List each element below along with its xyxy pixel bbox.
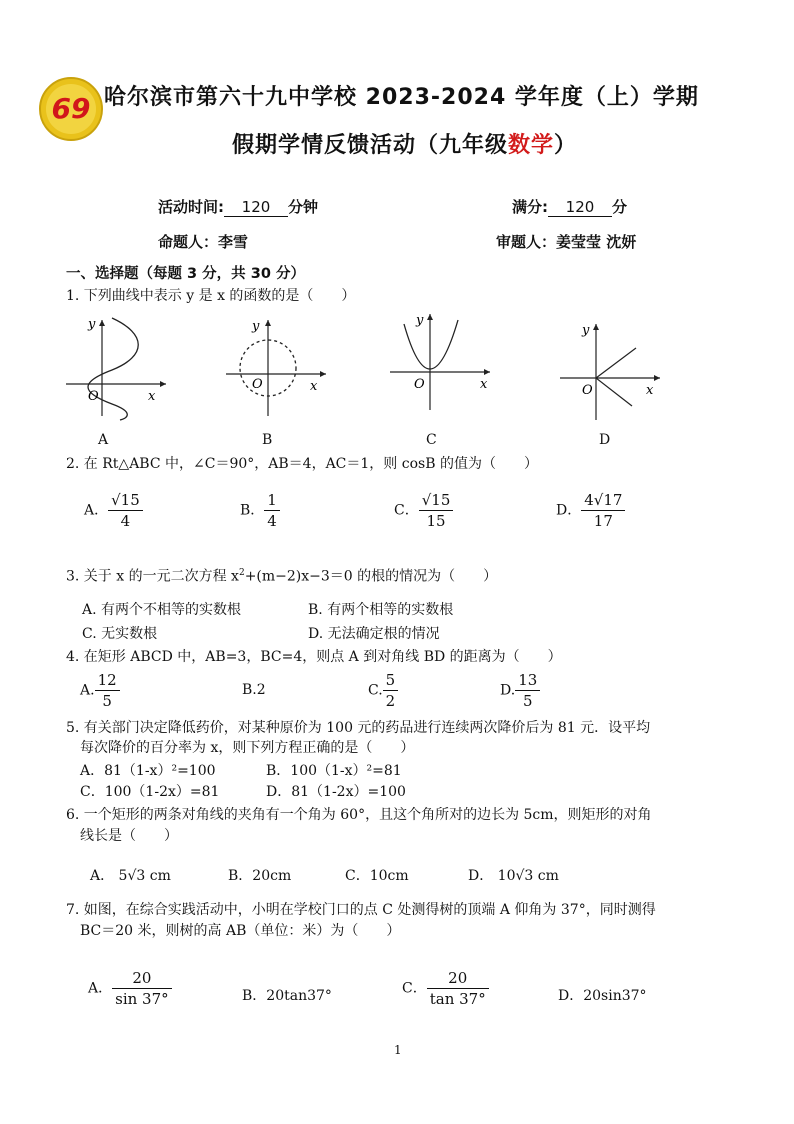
svg-text:O: O <box>88 389 99 404</box>
q7-option-a: A． $\frac{20}{\sin 37^\circ}$ <box>88 968 172 1009</box>
question-2-stem: 2. 在 Rt△ABC 中，∠C＝90°，AB＝4，AC＝1，则 cosB 的值为（ ） <box>66 456 538 472</box>
full-score: 满分: 120 分 <box>512 198 628 216</box>
question-author: 命题人：李雪 <box>158 233 249 251</box>
q2-option-a: A． $\frac{√15}{4}$ <box>84 490 143 531</box>
graph-d <box>556 318 666 428</box>
q6-option-a: A． 5√3 cm <box>90 868 171 884</box>
graph-label-a: A <box>98 432 109 448</box>
question-1-stem: 1. 下列曲线中表示 y 是 x 的函数的是（ ） <box>66 288 356 304</box>
q5-option-b: B．100（1-x）²=81 <box>266 763 402 779</box>
q4-option-c: C. $\frac{5}{2}$ <box>368 670 398 711</box>
q7-option-c: C． $\frac{20}{\tan 37^\circ}$ <box>402 968 489 1009</box>
svg-text:x: x <box>480 377 488 392</box>
q5-option-a: A．81（1-x）²=100 <box>80 763 216 779</box>
graph-a <box>62 312 172 422</box>
exam-title-line1: 哈尔滨市第六十九中学校 2023-2024 学年度（上）学期 <box>104 85 699 110</box>
q7-option-d: D．20sin37° <box>558 988 647 1004</box>
q5-option-c: C．100（1-2x）=81 <box>80 784 220 800</box>
page-number: 1 <box>394 1043 402 1057</box>
svg-text:x: x <box>148 389 156 404</box>
svg-text:y: y <box>88 317 96 332</box>
graph-label-b: B <box>262 432 273 448</box>
svg-text:y: y <box>582 323 590 338</box>
section-heading-choice: 一、选择题（每题 3 分，共 30 分） <box>66 266 305 282</box>
question-5-stem-line1: 5. 有关部门决定降低药价，对某种原价为 100 元的药品进行连续两次降价后为 81 元．设平均 <box>66 720 651 736</box>
svg-text:y: y <box>416 313 424 328</box>
logo-text: 69 <box>51 92 91 125</box>
q4-option-d: D. $\frac{13}{5}$ <box>500 670 540 711</box>
question-4-stem: 4. 在矩形 ABCD 中，AB=3，BC=4，则点 A 到对角线 BD 的距离为（ ） <box>66 649 562 665</box>
svg-text:y: y <box>252 319 260 334</box>
q7-option-b: B．20tan37° <box>242 988 332 1004</box>
q3-option-c: C. 无实数根 <box>82 626 158 642</box>
question-3-stem: 3. 关于 x 的一元二次方程 $x^2+(m-2)x-3=0$ 的根的情况为（ ） <box>66 568 498 585</box>
q6-option-c: C．10cm <box>345 868 409 884</box>
activity-time: 活动时间: 120 分钟 <box>158 198 319 216</box>
question-6-stem-line2: 线长是（ ） <box>80 828 178 844</box>
svg-text:O: O <box>582 383 593 398</box>
q4-option-b: B.2 <box>242 682 266 698</box>
school-logo <box>38 76 104 142</box>
question-reviewers: 审题人：姜莹莹 沈妍 <box>496 233 637 251</box>
q6-option-b: B．20cm <box>228 868 292 884</box>
svg-text:O: O <box>414 377 425 392</box>
q6-option-d: D． 10√3 cm <box>468 868 559 884</box>
graph-b <box>222 312 332 422</box>
question-5-stem-line2: 每次降价的百分率为 x，则下列方程正确的是（ ） <box>80 740 415 756</box>
question-7-stem-line2: BC＝20 米，则树的高 AB（单位：米）为（ ） <box>80 923 401 939</box>
svg-text:x: x <box>646 383 654 398</box>
q3-option-a: A. 有两个不相等的实数根 <box>82 602 242 618</box>
svg-text:x: x <box>310 379 318 394</box>
q4-option-a: A. $\frac{12}{5}$ <box>80 670 120 711</box>
graph-label-c: C <box>426 432 437 448</box>
q2-option-c: C． $\frac{√15}{15}$ <box>394 490 453 531</box>
subject-name: 数学 <box>508 133 555 158</box>
question-7-stem-line1: 7. 如图，在综合实践活动中，小明在学校门口的点 C 处测得树的顶端 A 仰角为 37°，同时测得 <box>66 902 656 918</box>
q2-option-b: B． $\frac{1}{4}$ <box>240 490 280 531</box>
q3-option-b: B. 有两个相等的实数根 <box>308 602 454 618</box>
graph-label-d: D <box>599 432 611 448</box>
exam-title-line2: 假期学情反馈活动（九年级数学） <box>232 133 578 158</box>
q2-option-d: D． $\frac{4√17}{17}$ <box>556 490 625 531</box>
q3-option-d: D. 无法确定根的情况 <box>308 626 440 642</box>
q5-option-d: D．81（1-2x）=100 <box>266 784 406 800</box>
svg-text:O: O <box>252 377 263 392</box>
question-6-stem-line1: 6. 一个矩形的两条对角线的夹角有一个角为 60°，且这个角所对的边长为 5cm，则矩形的对角 <box>66 807 652 823</box>
graph-c <box>386 306 496 416</box>
